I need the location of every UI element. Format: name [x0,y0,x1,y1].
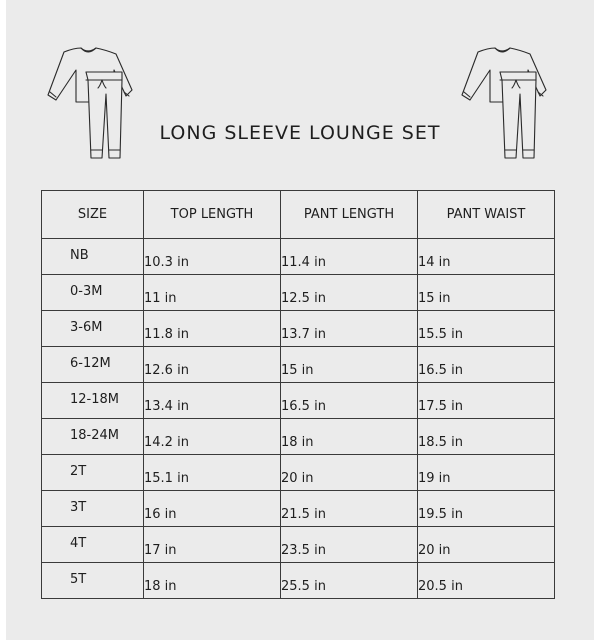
table-row [42,527,555,563]
size-cell: 3T [42,491,144,527]
top-length-cell: 18 in [144,563,281,599]
table-row [42,419,555,455]
lounge-set-icon [36,40,146,170]
header-pant-waist: PANT WAIST [418,191,555,239]
page-title: LONG SLEEVE LOUNGE SET [159,122,441,144]
size-cell: 2T [42,455,144,491]
pant-length-cell: 12.5 in [281,275,418,311]
pant-waist-cell: 16.5 in [418,347,555,383]
size-cell: NB [42,239,144,275]
size-chart-card [6,0,594,640]
top-length-cell: 12.6 in [144,347,281,383]
top-length-cell: 14.2 in [144,419,281,455]
pant-length-cell: 20 in [281,455,418,491]
pant-waist-cell: 18.5 in [418,419,555,455]
pant-waist-cell: 14 in [418,239,555,275]
header-top-length: TOP LENGTH [144,191,281,239]
size-cell: 3-6M [42,311,144,347]
size-cell: 0-3M [42,275,144,311]
size-cell: 18-24M [42,419,144,455]
size-cell: 4T [42,527,144,563]
pant-waist-cell: 15 in [418,275,555,311]
table-row [42,455,555,491]
pant-length-cell: 18 in [281,419,418,455]
size-cell: 12-18M [42,383,144,419]
pant-waist-cell: 19 in [418,455,555,491]
header-size: SIZE [42,191,144,239]
lounge-set-icon [450,40,560,170]
table-row [42,383,555,419]
pant-length-cell: 25.5 in [281,563,418,599]
pant-length-cell: 11.4 in [281,239,418,275]
table-row [42,239,555,275]
top-length-cell: 17 in [144,527,281,563]
pant-length-cell: 16.5 in [281,383,418,419]
top-length-cell: 11 in [144,275,281,311]
top-length-cell: 15.1 in [144,455,281,491]
table-header-row [42,191,555,239]
top-length-cell: 11.8 in [144,311,281,347]
table-row [42,275,555,311]
table-row [42,563,555,599]
pant-waist-cell: 20 in [418,527,555,563]
table-row [42,347,555,383]
pant-waist-cell: 15.5 in [418,311,555,347]
size-cell: 5T [42,563,144,599]
header-pant-length: PANT LENGTH [281,191,418,239]
pant-length-cell: 15 in [281,347,418,383]
size-cell: 6-12M [42,347,144,383]
top-length-cell: 10.3 in [144,239,281,275]
pant-length-cell: 21.5 in [281,491,418,527]
table-row [42,491,555,527]
pant-length-cell: 23.5 in [281,527,418,563]
pant-waist-cell: 19.5 in [418,491,555,527]
pant-waist-cell: 17.5 in [418,383,555,419]
pant-waist-cell: 20.5 in [418,563,555,599]
top-length-cell: 13.4 in [144,383,281,419]
pant-length-cell: 13.7 in [281,311,418,347]
top-length-cell: 16 in [144,491,281,527]
size-chart-table [41,190,555,599]
table-row [42,311,555,347]
